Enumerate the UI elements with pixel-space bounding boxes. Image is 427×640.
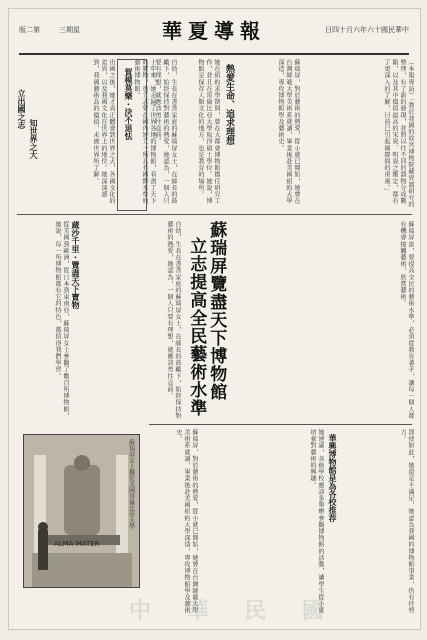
left-mid-heading: 蔵沙千里・覽盡天下寶物 (71, 221, 81, 309)
page-number: 版二第 (19, 26, 40, 34)
statue-inscription: ALMA MATER (54, 540, 100, 548)
photo-statue (23, 434, 140, 588)
headline-line-2: 立志提高全民藝術水準 (186, 237, 207, 417)
right-lower-heading: 華興博物館是為各校推荐 (328, 434, 338, 522)
center-mid-body: 自幼，生長在書香家庭的蘇瑞屏女士，在師長的鼓勵下，始終保持對藝術的熱愛，她認為，一個人只要有理想，就應該勇往直前。 (166, 221, 181, 419)
issue-date: 日四十月六年六十國民華中 (325, 26, 409, 34)
article-body-col1: 蘇瑞屏，對於藝術的熱愛，從小就已開始，她曾在台灣師範大學美術系就讀，畢業後赴美國紐約大學深造，專攻博物館學及藝術史。 (277, 59, 300, 205)
article-body-col2: 她在紐約求學期間，曾在大都會博物館擔任研究工作，並且在哥倫比亞大學取得碩士學位。她說，博物館是保存人類文化的地方，也是教育的場所。 (197, 59, 220, 205)
subhead-body: 自幼，生長在書香家庭的蘇瑞屏女士，在師長的鼓勵下，始終保持對藝術的熱愛，她認為，一個人只要有理想，就應該勇往直前。 (154, 59, 177, 205)
left-mid-body: 從美國到歐洲，從日本到東南亞，蘇瑞屏女士參觀了數百所博物館，她說，每一所博物館都有它的特色，都值得我們學習。 (54, 221, 69, 419)
left-top-body: 出國之後，她才真正體會到世界之大，各國文化的差異，以及我國文化在世界上的地位。她深深感到，我國藝術品的價值，未被世界所了解。 (92, 59, 115, 205)
newspaper-page (8, 8, 421, 630)
article-body-col3: 十年來，她走遍了世界各地的博物館，看盡了天下的寶物，也立志要在國內建立一所具有國際水準的藝術博物館。 (133, 59, 156, 205)
statue-image (24, 435, 139, 587)
photo-caption: 蘇瑞屏女士攝於美國哥倫比亞大學 (127, 439, 135, 529)
subhead-box (117, 59, 147, 211)
subhead-title: 賀模莫樂・決不退怯 (124, 68, 134, 140)
section-heading-passion: 熱愛生命、追求理想 (224, 64, 234, 145)
divider-rule-lower (149, 424, 412, 425)
watermark: 中 華 民 國 (129, 598, 338, 624)
right-mid-body: 蘇瑞屏說，要提高全民的藝術水準，必須從教育著手，讓每一個人都有機會接觸藝術，欣賞藝術。 (399, 221, 414, 419)
right-lower-body-2: 她建議，各級學校應該多舉辦參觀博物館的活動，讓學生從小就培養對藝術的興趣。 (309, 429, 324, 614)
masthead (19, 13, 409, 55)
weekday: 三期星 (59, 26, 80, 34)
right-lower-body: 即使如此，她還是不滿足，她認為我國的博物館事業，仍有待努力。 (399, 429, 414, 614)
newspaper-title: 華夏導報 (162, 19, 266, 43)
center-lower-body: 蘇瑞屏，對於藝術的熱愛，從小就已開始，她曾在台灣師範大學美術系就讀，畢業後赴美國紐約大學深造，專攻博物館學及藝術史。 (175, 429, 198, 614)
left-heading-2: 知世界之大 (29, 119, 39, 159)
article-intro: （本報專訪）「教於我國的故宮博物院藏瓷器研究的整理，有了新的發現，並將以往不同的器物分成數類，以及其中價值最高的宋瓷、明瓷之鑑定，都有了更深入的了解，目前已引起國際間的重視。」 (383, 59, 414, 208)
headline-line-1: 蘇瑞屏覽盡天下博物館 (206, 221, 227, 401)
divider-rule (17, 214, 412, 215)
left-heading-1: 立出國之志 (17, 89, 27, 129)
